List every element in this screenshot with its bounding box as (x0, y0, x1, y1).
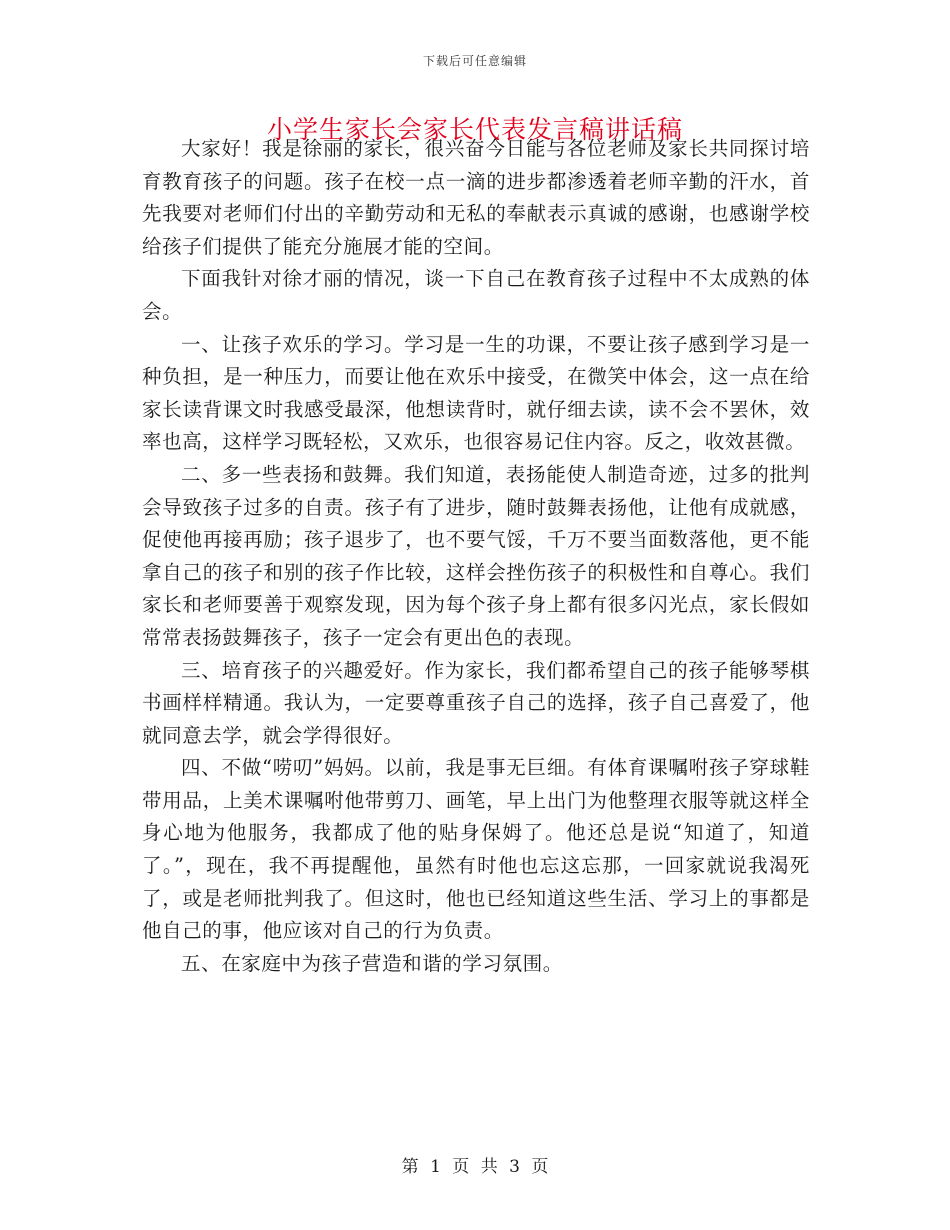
paragraph-point-4: 四、不做“唠叨”妈妈。以前，我是事无巨细。有体育课嘱咐孩子穿球鞋带用品，上美术课嘱咐他带剪刀、画笔，早上出门为他整理衣服等就这样全身心地为他服务，我都成了他的贴身保姆了。他还总是说“知道了，知道了。”，现在，我不再提醒他，虽然有时他也忘这忘那，一回家就说我渴死了，或是老师批判我了。但这时，他也已经知道这些生活、学习上的事都是他自己的事，他应该对自己的行为负责。 (142, 756, 810, 943)
document-title: 小学生家长会家长代表发言稿讲话稿 (266, 115, 683, 144)
header-note: 下载后可任意编辑 (422, 54, 527, 68)
paragraph-point-3: 三、培育孩子的兴趣爱好。作为家长，我们都希望自己的孩子能够琴棋书画样样精通。我认为，一定要尊重孩子自己的选择，孩子自己喜爱了，他就同意去学，就会学得很好。 (142, 658, 810, 747)
paragraph-intro: 下面我针对徐才丽的情况，谈一下自己在教育孩子过程中不太成熟的体会。 (142, 267, 810, 323)
paragraph-point-2: 二、多一些表扬和鼓舞。我们知道，表扬能使人制造奇迹，过多的批判会导致孩子过多的自责。孩子有了进步，随时鼓舞表扬他，让他有成就感，促使他再接再励；孩子退步了，也不要气馁，千万不要当面数落他，更不能拿自己的孩子和别的孩子作比较，这样会挫伤孩子的积极性和自尊心。我们家长和老师要善于观察发现，因为每个孩子身上都有很多闪光点，家长假如常常表扬鼓舞孩子，孩子一定会有更出色的表现。 (142, 462, 810, 649)
document-body (142, 133, 810, 980)
paragraph-point-5: 五、在家庭中为孩子营造和谐的学习氛围。 (181, 951, 563, 975)
paragraph-greeting: 大家好！我是徐丽的家长，很兴奋今日能与各位老师及家长共同探讨培育教育孩子的问题。孩子在校一点一滴的进步都渗透着老师辛勤的汗水，首先我要对老师们付出的辛勤劳动和无私的奉献表示真诚的感谢，也感谢学校给孩子们提供了能充分施展才能的空间。 (142, 137, 810, 258)
paragraph-point-1: 一、让孩子欢乐的学习。学习是一生的功课，不要让孩子感到学习是一种负担，是一种压力，而要让他在欢乐中接受，在微笑中体会，这一点在给家长读背课文时我感受最深，他想读背时，就仔细去读，读不会不罢休，效率也高，这样学习既轻松，又欢乐，也很容易记住内容。反之，收效甚微。 (142, 332, 810, 454)
page-number-footer: 第 1 页 共 3 页 (401, 1157, 549, 1177)
